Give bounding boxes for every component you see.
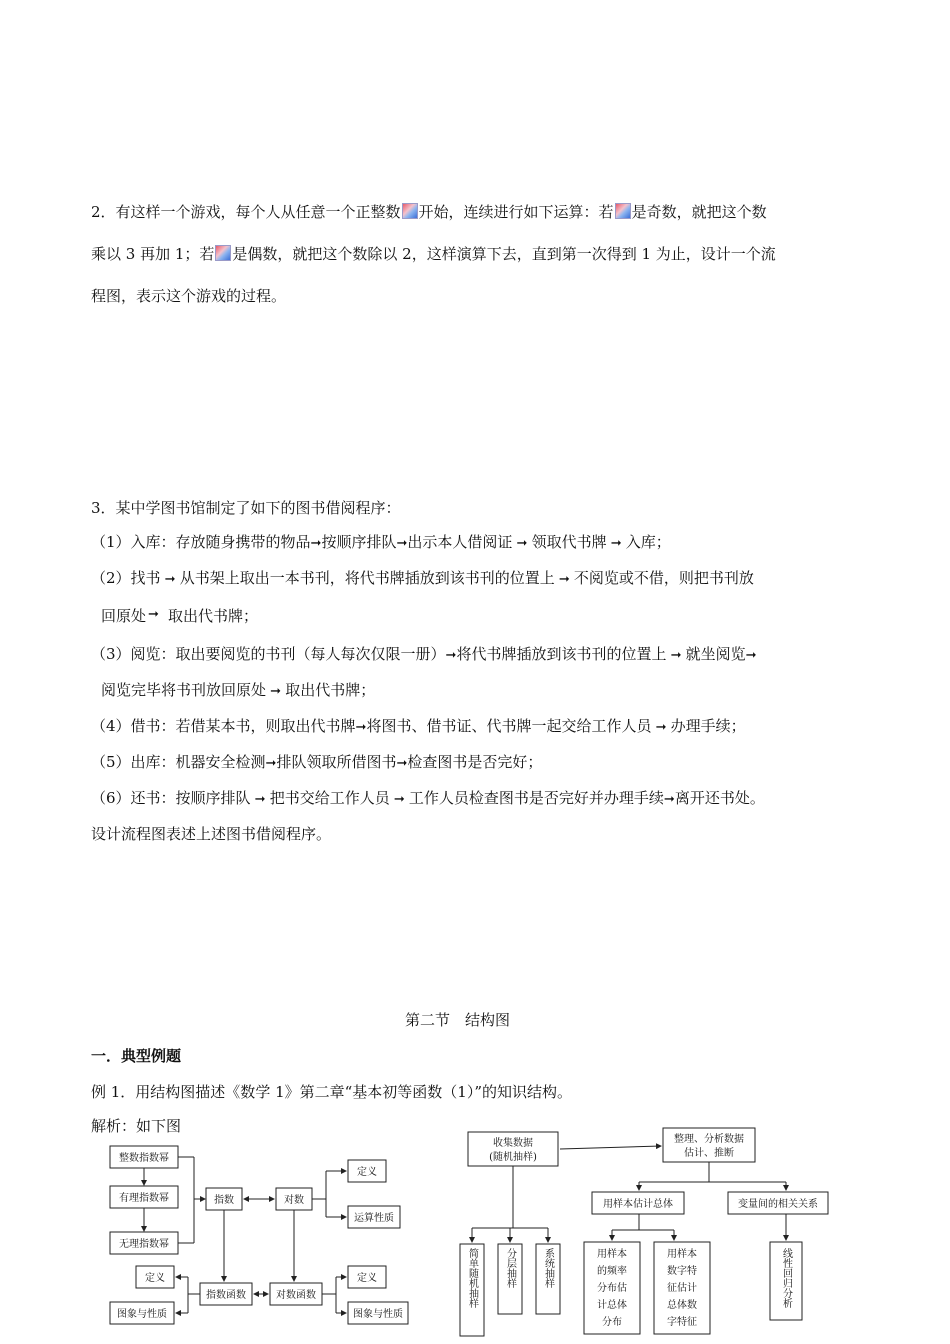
box-systematic: 系统抽样 bbox=[542, 1248, 554, 1288]
box-log-func: 对数函数 bbox=[276, 1290, 316, 1301]
right-arrow-icon: ➞ bbox=[389, 792, 409, 807]
box-numeric-2: 数字特 bbox=[667, 1266, 697, 1277]
box-logarithm: 对数 bbox=[284, 1195, 304, 1206]
right-arrow-icon: ➞ bbox=[554, 572, 574, 587]
text-segment: 是偶数，就把这个数除以 2，这样演算下去，直到第一次得到 1 为止，设计一个流 bbox=[232, 245, 776, 263]
text-segment: （1）入库：存放随身携带的物品 bbox=[91, 533, 311, 551]
box-freq-2: 的频率 bbox=[597, 1266, 627, 1277]
text-segment: 领取代书牌 bbox=[531, 533, 607, 551]
right-arrow-icon: ➞ bbox=[651, 720, 671, 735]
text-segment: 离开还书处。 bbox=[674, 789, 765, 807]
box-graph-right: 图象与性质 bbox=[353, 1309, 403, 1320]
problem2-line2 bbox=[91, 244, 776, 264]
right-arrow-icon: ➞ bbox=[666, 648, 686, 663]
box-ops: 运算性质 bbox=[354, 1213, 394, 1224]
box-def-top: 定义 bbox=[357, 1167, 377, 1178]
box-freq-3: 分布估 bbox=[597, 1283, 627, 1294]
image-placeholder-icon bbox=[402, 203, 418, 219]
text-segment: 不阅览或不借，则把书刊放 bbox=[573, 569, 754, 587]
text-segment: 工作人员检查图书是否完好并办理手续 bbox=[408, 789, 664, 807]
box-numeric-5: 字特征 bbox=[667, 1317, 697, 1328]
problem3-step6 bbox=[91, 788, 765, 810]
box-rat-exp: 有理指数幂 bbox=[119, 1193, 169, 1204]
box-stratified: 分层抽样 bbox=[504, 1248, 516, 1288]
problem3-step5 bbox=[91, 752, 542, 774]
analysis-text: 解析：如下图 bbox=[91, 1117, 182, 1135]
text-segment: 就坐阅览 bbox=[685, 645, 746, 663]
text-segment: 检查图书是否完好； bbox=[407, 753, 543, 771]
right-arrow-icon: ➞ bbox=[310, 536, 322, 551]
box-collect-2: (随机抽样) bbox=[489, 1152, 537, 1163]
text-segment: 取出代书牌； bbox=[285, 681, 376, 699]
function-structure-diagram bbox=[100, 1138, 420, 1338]
box-correlation: 变量间的相关关系 bbox=[738, 1199, 818, 1210]
text-segment: 开始，连续进行如下运算：若 bbox=[418, 203, 614, 221]
box-collect-1: 收集数据 bbox=[493, 1138, 533, 1149]
box-organize-2: 估计、推断 bbox=[684, 1148, 734, 1159]
right-arrow-icon: ➞ bbox=[160, 572, 180, 587]
problem3-title: 3．某中学图书馆制定了如下的图书借阅程序： bbox=[91, 499, 401, 517]
box-numeric-3: 征估计 bbox=[667, 1283, 697, 1294]
right-arrow-icon: ➞ bbox=[745, 648, 757, 663]
box-numeric-1: 用样本 bbox=[667, 1249, 697, 1260]
text-segment: 乘以 3 再加 1；若 bbox=[91, 245, 215, 263]
problem3-step3b bbox=[101, 680, 375, 702]
box-sample-est: 用样本估计总体 bbox=[603, 1199, 673, 1210]
right-arrow-icon: ➞ bbox=[265, 756, 277, 771]
right-arrow-icon: ➞ bbox=[355, 720, 367, 735]
text-segment: 办理手续； bbox=[670, 717, 746, 735]
text-segment: 回原处 bbox=[101, 607, 147, 625]
box-freq-5: 分布 bbox=[602, 1317, 622, 1328]
right-arrow-icon: ➞ bbox=[250, 792, 270, 807]
box-simple-random: 简单随机抽样 bbox=[466, 1248, 478, 1308]
right-arrow-icon: ➞ bbox=[396, 756, 408, 771]
problem2-line1 bbox=[91, 202, 767, 222]
right-arrow-icon: ➞ bbox=[663, 792, 675, 807]
right-arrow-icon: ➞ bbox=[606, 536, 626, 551]
text-segment: （5）出库：机器安全检测 bbox=[91, 753, 266, 771]
box-organize-1: 整理、分析数据 bbox=[674, 1134, 744, 1145]
problem3-step2a bbox=[91, 568, 754, 590]
text-segment: 取出代书牌； bbox=[168, 607, 259, 625]
box-def-right: 定义 bbox=[357, 1273, 377, 1284]
text-segment: （2）找书 bbox=[91, 569, 161, 587]
text-segment: 把书交给工作人员 bbox=[269, 789, 390, 807]
text-segment: 出示本人借阅证 bbox=[407, 533, 513, 551]
text-segment: 从书架上取出一本书刊，将代书牌插放到该书刊的位置上 bbox=[179, 569, 555, 587]
box-def-left: 定义 bbox=[145, 1273, 165, 1284]
box-freq-1: 用样本 bbox=[597, 1249, 627, 1260]
text-segment: 排队领取所借图书 bbox=[276, 753, 397, 771]
section-heading: 第二节 结构图 bbox=[405, 1011, 511, 1029]
problem3-step4 bbox=[91, 716, 746, 738]
box-numeric-4: 总体数 bbox=[667, 1300, 697, 1311]
box-exponent: 指数 bbox=[214, 1195, 234, 1206]
right-arrow-icon: ➞ bbox=[512, 536, 532, 551]
text-segment: 2．有这样一个游戏，每个人从任意一个正整数 bbox=[91, 203, 401, 221]
box-freq-4: 计总体 bbox=[597, 1300, 627, 1311]
problem3-step3a bbox=[91, 644, 757, 666]
text-segment: 将图书、借书证、代书牌一起交给工作人员 bbox=[366, 717, 652, 735]
problem2-line3: 程图，表示这个游戏的过程。 bbox=[91, 287, 287, 305]
box-regression: 线性回归分析 bbox=[780, 1248, 792, 1308]
example-text: 例 1．用结构图描述《数学 1》第二章“基本初等函数（1）”的知识结构。 bbox=[91, 1083, 573, 1101]
right-arrow-icon: ➞ bbox=[266, 684, 286, 699]
box-graph-left: 图象与性质 bbox=[117, 1309, 167, 1320]
box-int-exp: 整数指数幂 bbox=[119, 1153, 169, 1164]
statistics-structure-diagram bbox=[450, 1124, 850, 1340]
image-placeholder-icon bbox=[215, 245, 231, 261]
right-arrow-icon: ➞ bbox=[396, 536, 408, 551]
text-segment: 入库； bbox=[625, 533, 671, 551]
section-subheading: 一．典型例题 bbox=[91, 1047, 182, 1065]
text-segment: 按顺序排队 bbox=[321, 533, 397, 551]
problem3-step2b: 回原处 ➞ 取出代书牌； bbox=[101, 607, 259, 625]
text-segment: 将代书牌插放到该书刊的位置上 bbox=[456, 645, 667, 663]
problem3-closing: 设计流程图表述上述图书借阅程序。 bbox=[91, 825, 332, 843]
text-segment: 阅览完毕将书刊放回原处 bbox=[101, 681, 267, 699]
text-segment: （6）还书：按顺序排队 bbox=[91, 789, 251, 807]
text-segment: （4）借书：若借某本书，则取出代书牌 bbox=[91, 717, 356, 735]
text-segment: （3）阅览：取出要阅览的书刊（每人每次仅限一册） bbox=[91, 645, 446, 663]
problem3-step1 bbox=[91, 532, 671, 554]
box-exp-func: 指数函数 bbox=[206, 1290, 246, 1301]
right-arrow-icon: ➞ bbox=[445, 648, 457, 663]
box-irr-exp: 无理指数幂 bbox=[119, 1239, 169, 1250]
image-placeholder-icon bbox=[615, 203, 631, 219]
text-segment: 是奇数，就把这个数 bbox=[631, 203, 767, 221]
